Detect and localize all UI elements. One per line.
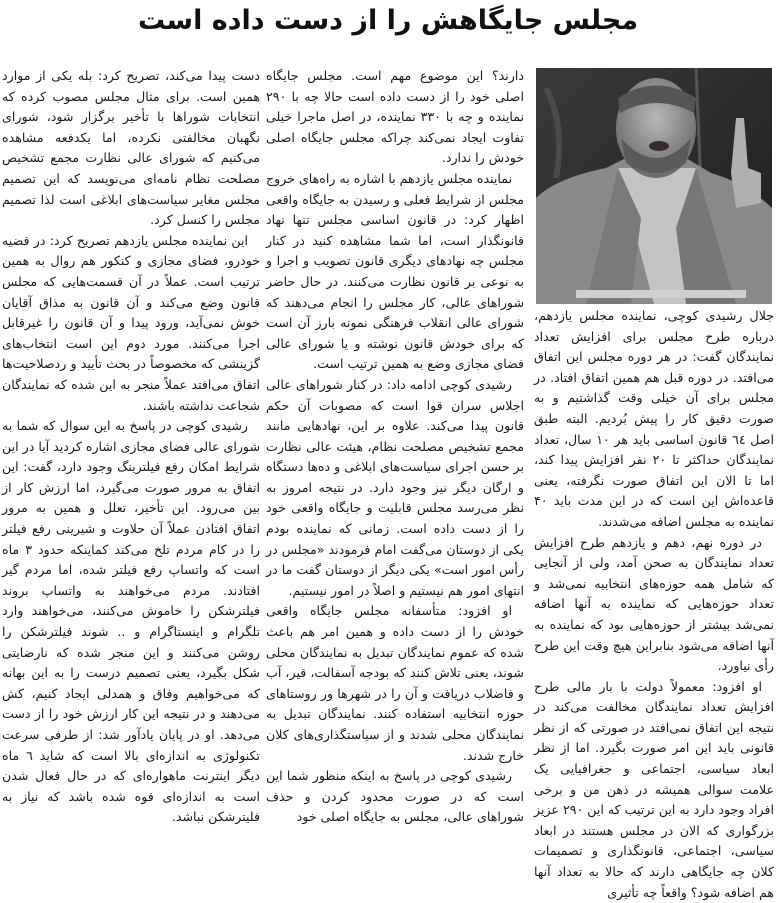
article-paragraph: نماینده مجلس یازدهم با اشاره به راه‌های خروج مجلس از شرایط فعلی و رسیدن به جایگاه واقعی اظهار کرد: در قانون اساسی مجلس تنها نهاد قانونگذار است، اما شما مشاهده کنید در کنار مجلس چه نهادهای دیگری قانون تصویب و اجرا و به نوعی بر قانون نظارت می‌کنند. در حال حاضر شوراهای عالی، کار مجلس را انجام می‌دهند که شورای عالی انقلاب فرهنگی نمونه بارز آن است که برای خودش قانون نوشته و یا شورای عالی فضای مجازی وضع به همین ترتیب است. (266, 170, 524, 372)
article-paragraph: دست پیدا می‌کند، تصریح کرد: بله یکی از موارد همین است. برای مثال مجلس مصوب کرده که انتخابات شوراها با تأخیر برگزار شود، شورای نگهبان مخالفتی نکرده، اما یکدفعه مشاهده می‌کنیم که شورای عالی نظارت مجمع تشخیص مصلحت نظام نامه‌ای می‌نویسد که این تصمیم مجلس مغایر سیاست‌های ابلاغی است لذا تصمیم مجلس را کنسل کرد. (2, 68, 260, 228)
headline: مجلس جایگاهش را از دست داده است (137, 5, 639, 36)
article-paragraph: دارند؟ این موضوع مهم است. مجلس جایگاه اصلی خود را از دست داده است حالا چه با ۲۹۰ نماینده و چه با ۳۳۰ نماینده، در اصل ماجرا خیلی تفاوت ایجاد نمی‌کند چراکه مجلس جایگاه اصلی خودش را ندارد. (266, 68, 524, 166)
article-paragraph: رشیدی کوچی در پاسخ به این سوال که شما به شورای عالی فضای مجازی اشاره کردید آیا در این شرایط امکان رفع فیلترینگ وجود دارد، گفت: این اتفاق به مرور صورت می‌گیرد، اما ارزش کار از بین می‌رود. این تأخیر، تعلل و همین به مرور اتفاق افتادن عملاً آن حلاوت و شیرینی رفع فیلتر را در کام مردم تلخ می‌کند کماینکه حدود ۳ ماه است که واتساپ رفع فیلتر شده، اما مردم گیر افتادند. مردم می‌خواهند به واتساپ بروند فیلترشکن را خاموش می‌کنند، می‌خواهند وارد تلگرام و اینستاگرام و .. شوند فیلترشکن را روشن می‌کنند و این منجر شده که نارضایتی شکل بگیرد، یعنی تصمیم درست را به این بهانه که می‌خواهیم وفاق و همدلی ایجاد کنیم، کش می‌دهند و در نتیجه این کار ارزش خود را از دست می‌دهد. او در پایان یادآور شد: از طرفی سرعت تکنولوژی به اندازه‌ای بالا است که شاید ٦ ماه دیگر اینترنت ماهواره‌ای که در حال فعال شدن است به اندازه‌ای قوه شده باشد که نیاز به فلیترشکن نباشد. (2, 418, 260, 825)
article-paragraph: رشیدی کوچی در پاسخ به اینکه منظور شما این است که در صورت محدود کردن و حذف شوراهای عالی، مجلس به جایگاه اصلی خود (266, 768, 524, 825)
article-paragraph: در دوره نهم، دهم و یازدهم طرح افزایش تعداد نمایندگان به صحن آمد، ولی از آنجایی که شامل همه حوزه‌های انتخابیه نمی‌شد و تعداد حوزه‌هایی که نماینده به آنها اضافه نمی‌شد بیشتر از حوزه‌هایی بود که نماینده به آنها اضافه می‌شود بنابراین هیچ وقت این طرح رأی نیاورد. (534, 534, 774, 674)
speaker-photo-icon (536, 68, 772, 304)
article-paragraph: این نماینده مجلس یازدهم تصریح کرد: در قضیه خودرو، فضای مجازی و کنکور هم روال به همین ترتیب است. عملاً در آن قسمت‌هایی که مجلس قانون وضع می‌کند و آن قانون به مذاق آقایان خوش نمی‌آید، ورود پیدا و آن قانون را غیرقابل اجرا می‌کنند. مورد دوم این است انتخاب‌های گزینشی که مخصوصاً در بحث تأیید و ردصلاحیت‌ها اتفاق می‌افتد عملاً منجر به این شده که نمایندگان شجاعت نداشته باشند. (2, 232, 260, 413)
portrait-photo (536, 68, 772, 304)
article-column-left (2, 66, 260, 828)
article-paragraph: او افزود: معمولاً دولت با بار مالی طرح افزایش تعداد نمایندگان مخالفت می‌کند در نتیجه این اتفاق نمی‌افتد در صورتی که از نظر قانونی باید این امر صورت بگیرد. اما از نظر ابعاد سیاسی، اجتماعی و جغرافیایی یک علامت سوالی همیشه در ذهن من و برخی افراد وجود دارد به این ترتیب که این ۲۹۰ عزیز بزرگواری که الان در مجلس هستند در ابعاد سیاسی، اجتماعی، قانونگذاری و تصمیمات کلان چه جایگاهی دارند که حالا به تعداد آنها هم اضافه شود؟ واقعاً چه تأثیری (534, 678, 774, 900)
photo-caption-paragraph: جلال رشیدی کوچی، نماینده مجلس یازدهم، درباره طرح مجلس برای افزایش تعداد نمایندگان گفت: در هر دوره مجلس این اتفاق می‌افتد. در دوره قبل هم همین اتفاق افتاد. در مجلس برای آن خیلی وقت گذاشتیم و به صورت دقیق کار را پیش بُردیم. البته طبق اصل ٦٤ قانون اساسی باید هر ۱۰ سال، تعداد نمایندگان حداکثر تا ۲۰ نفر افزایش پیدا کند، اما تا الان این اتفاق صورت نگرفته، یعنی قاعده‌اش این است که در این مدت باید ۴۰ نماینده به مجلس اضافه می‌شدند. (534, 308, 774, 529)
article-column-right (534, 306, 774, 903)
article-column-middle (266, 66, 524, 828)
article-paragraph: رشیدی کوچی ادامه داد: در کنار شوراهای عالی اجلاس سران قوا است که مصوبات آن حکم قانون پیدا می‌کند. علاوه بر این، نهادهایی مانند مجمع تشخیص مصلحت نظام، هیئت عالی نظارت بر حسن اجرای سیاست‌های ابلاغی و ده‌ها دستگاه و ارگان دیگر نیز وجود دارد. در نتیجه امروز به نظر می‌رسد مجلس قابلیت و جایگاه واقعی خود را از دست داده است. زمانی که نماینده بودم یکی از دوستان می‌گفت امام فرمودند «مجلس در رأس امور است» یکی دیگر از دوستان گفت ما در انتهای امور هم نیستیم و اصلاً در امور نیستیم. (266, 376, 524, 598)
article-paragraph: او افزود: متأسفانه مجلس جایگاه واقعی خودش را از دست داده و همین امر هم باعث شده که عموم نمایندگان تبدیل به نمایندگان محلی شوند، یعنی تلاش کنند که بودجه آسفالت، قیر، آب و فاضلاب دریافت و آن را در شهرها ور روستاهای حوزه انتخابیه استفاده کنند. نمایندگان تبدیل به نمایندگان محلی شدند و از سیاستگذاری‌های کلان خارج شدند. (266, 603, 524, 763)
